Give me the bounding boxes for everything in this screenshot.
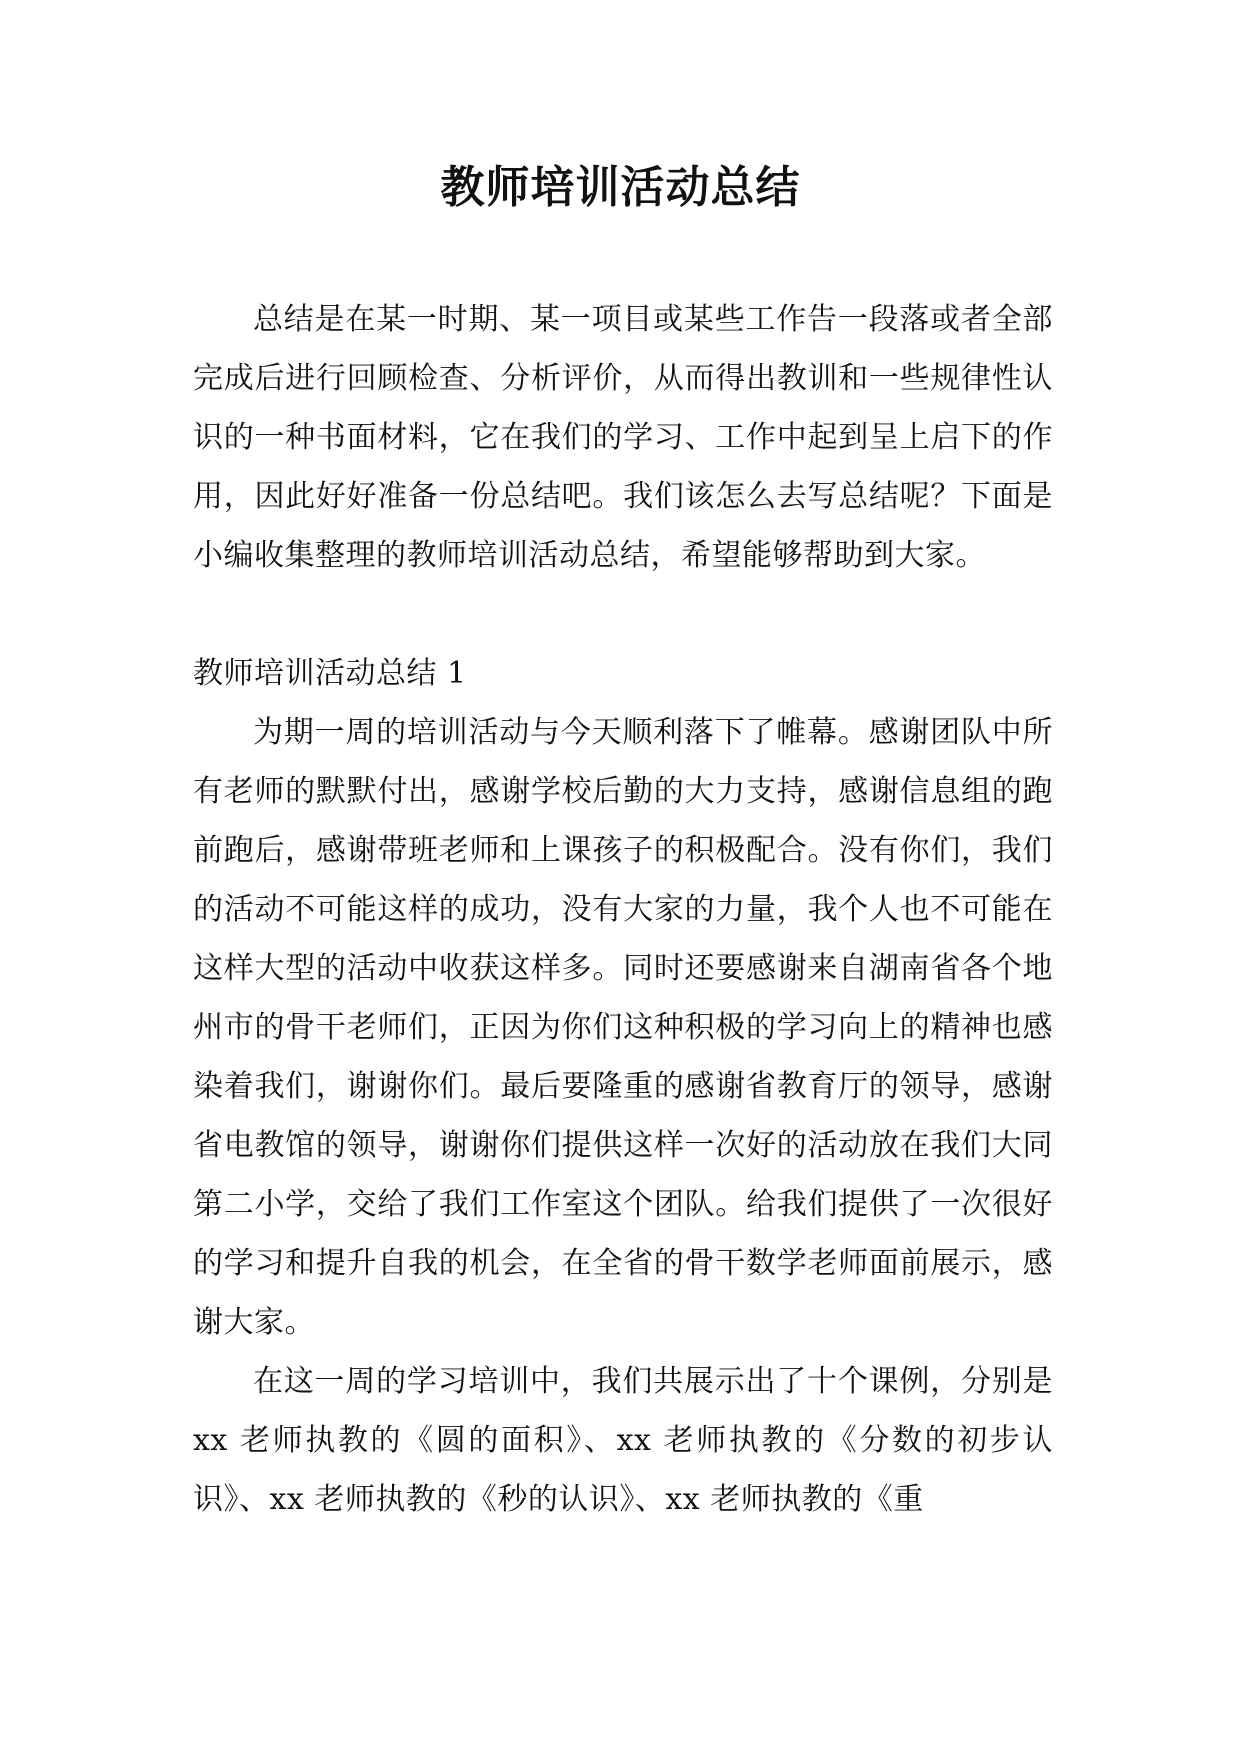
body-paragraph: 在这一周的学习培训中，我们共展示出了十个课例，分别是 xx 老师执教的《圆的面积》、xx 老师执教的《分数的初步认识》、xx 老师执教的《秒的认识》、xx 老师执教的《重 — [193, 1364, 1053, 1517]
document-title: 教师培训活动总结 — [440, 162, 801, 213]
document-body — [193, 290, 1053, 1529]
section-heading: 教师培训活动总结 1 — [193, 656, 467, 691]
body-paragraph: 为期一周的培训活动与今天顺利落下了帷幕。感谢团队中所有老师的默默付出，感谢学校后勤的大力支持，感谢信息组的跑前跑后，感谢带班老师和上课孩子的积极配合。没有你们，我们的活动不可能这样的成功，没有大家的力量，我个人也不可能在这样大型的活动中收获这样多。同时还要感谢来自湖南省各个地州市的骨干老师们，正因为你们这种积极的学习向上的精神也感染着我们，谢谢你们。最后要隆重的感谢省教育厅的领导，感谢省电教馆的领导，谢谢你们提供这样一次好的活动放在我们大同第二小学，交给了我们工作室这个团队。给我们提供了一次很好的学习和提升自我的机会，在全省的骨干数学老师面前展示，感谢大家。 — [193, 715, 1053, 1340]
intro-paragraph: 总结是在某一时期、某一项目或某些工作告一段落或者全部完成后进行回顾检查、分析评价，从而得出教训和一些规律性认识的一种书面材料，它在我们的学习、工作中起到呈上启下的作用，因此好好准备一份总结吧。我们该怎么去写总结呢？下面是小编收集整理的教师培训活动总结，希望能够帮助到大家。 — [193, 302, 1053, 573]
paragraph-spacer — [193, 585, 1053, 644]
